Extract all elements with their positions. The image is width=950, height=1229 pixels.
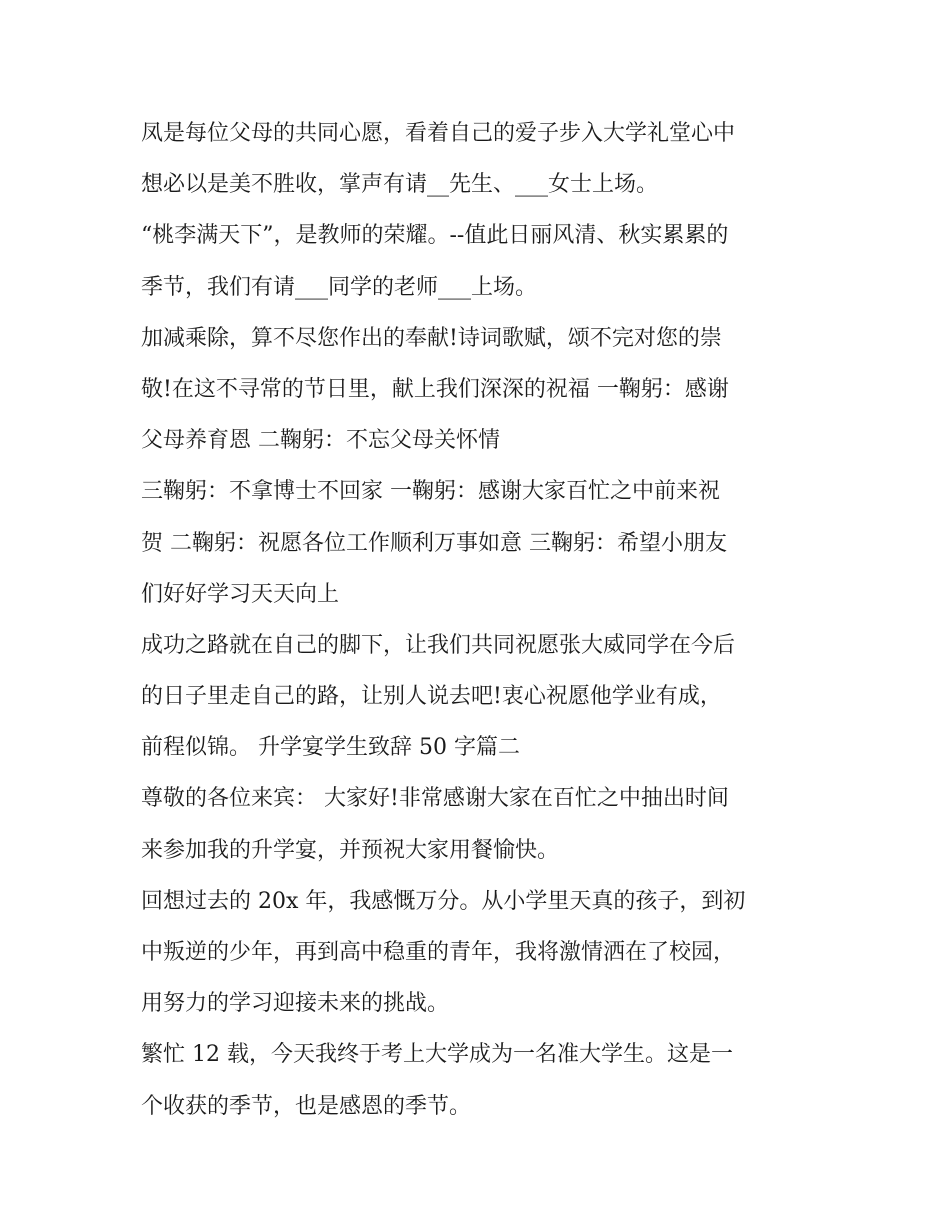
text-line: 季节，我们有请___同学的老师___上场。 xyxy=(141,274,538,300)
text-line: “桃李满天下”，是教师的荣耀。--值此日丽风清、秋实累累的 xyxy=(141,223,729,249)
text-line: 想必以是美不胜收，掌声有请__先生、___女士上场。 xyxy=(141,172,659,198)
text-line: 用努力的学习迎接未来的挑战。 xyxy=(141,991,450,1017)
text-line: 们好好学习天天向上 xyxy=(141,581,340,607)
text-line: 三鞠躬：不拿博士不回家 一鞠躬：感谢大家百忙之中前来祝 xyxy=(141,479,720,505)
text-line: 凤是每位父母的共同心愿，看着自己的爱子步入大学礼堂心中 xyxy=(141,121,736,146)
text-line: 个收获的季节，也是感恩的季节。 xyxy=(141,1093,472,1119)
text-line: 繁忙 12 载，今天我终于考上大学成为一名准大学生。这是一 xyxy=(141,1042,733,1068)
text-line: 成功之路就在自己的脚下，让我们共同祝愿张大威同学在今后 xyxy=(141,632,736,658)
text-line: 来参加我的升学宴，并预祝大家用餐愉快。 xyxy=(141,837,560,863)
text-line: 父母养育恩 二鞠躬：不忘父母关怀情 xyxy=(141,428,500,454)
text-line: 回想过去的 20x 年，我感慨万分。从小学里天真的孩子，到初 xyxy=(141,888,746,914)
text-line: 敬!在这不寻常的节日里，献上我们深深的祝福 一鞠躬：感谢 xyxy=(141,376,729,402)
text-line: 尊敬的各位来宾： 大家好!非常感谢大家在百忙之中抽出时间 xyxy=(141,786,729,812)
document-body xyxy=(141,108,821,1132)
text-line: 贺 二鞠躬：祝愿各位工作顺利万事如意 三鞠躬：希望小朋友 xyxy=(141,530,727,556)
text-line: 加减乘除，算不尽您作出的奉献!诗词歌赋，颂不完对您的崇 xyxy=(141,325,722,351)
text-line: 前程似锦。 升学宴学生致辞 50 字篇二 xyxy=(141,735,520,761)
text-line: 的日子里走自己的路，让别人说去吧!衷心祝愿他学业有成， xyxy=(141,684,722,710)
text-line: 中叛逆的少年，再到高中稳重的青年，我将激情洒在了校园， xyxy=(141,940,736,965)
